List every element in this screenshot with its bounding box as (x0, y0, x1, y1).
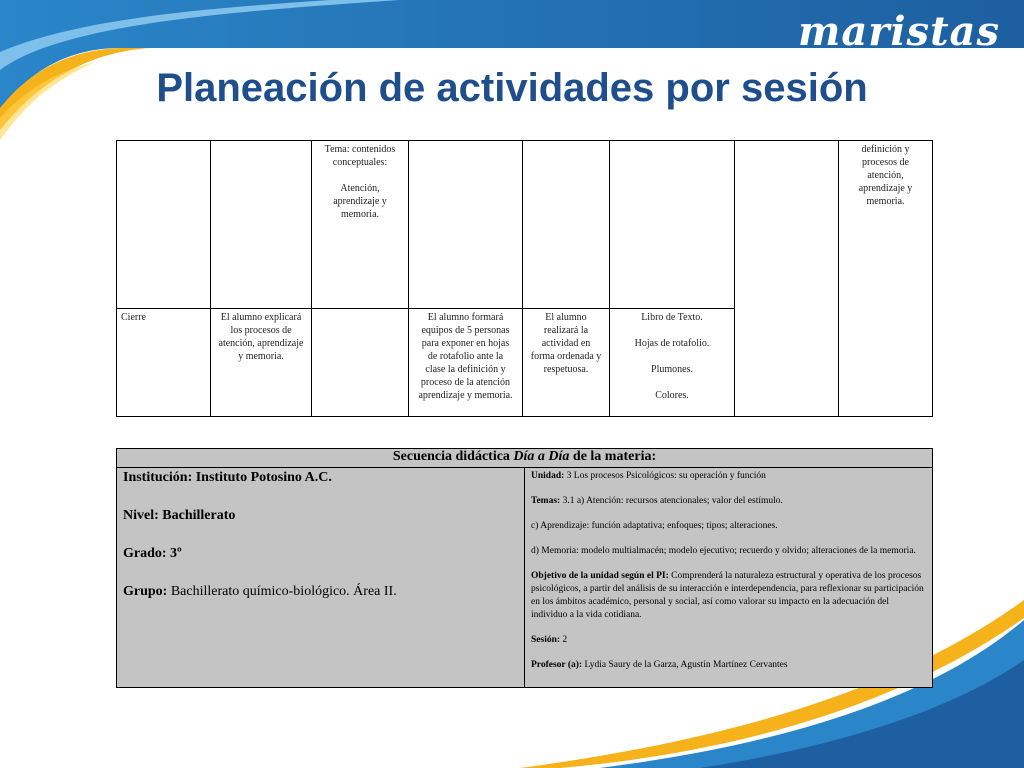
activities-table (116, 140, 933, 417)
unit-info-cell: Unidad: 3 Los procesos Psicológicos: su operación y función Temas: 3.1 a) Atención: recursos atencionales; valor del estímulo. c) Aprendizaje: función adaptativa; enfoques; tipos; alteraciones. d) Memoria: modelo multialmacén; modelo ejecutivo; recuerdo y olvido; alteraciones de la memoria. Objetivo de la unidad según el PI: Comprenderá la naturaleza estructural y operativa de los procesos psicológicos, a partir del análisis de su interacción e interdependencia, para reflexionar su participación en los ámbitos académico, personal y social, así como valorar su impacto en la adecuación del individuo a la vida cotidiana. Sesión: 2 Profesor (a): Lydia Saury de la Garza, Agustín Martínez Cervantes (525, 468, 933, 688)
grupo-value: Bachillerato químico-biológico. Área II. (167, 584, 397, 599)
objetivo-value: Comprenderá la naturaleza estructural y operativa de los procesos psicológicos, a partir del análisis de su interacción e interdependencia, para reflexionar su participación en los ámbitos académico, personal y social, así como valorar su impacto en la adecuación del individuo a la vida cotidiana. (531, 571, 924, 620)
table-cell (523, 141, 610, 309)
sequence-header: Secuencia didáctica Día a Día de la materia: (117, 449, 933, 468)
profesor-value: Lydia Saury de la Garza, Agustín Martínez Cervantes (582, 660, 788, 670)
table-cell: El alumno explicará los procesos de atención, aprendizaje y memoria. (211, 309, 312, 417)
table-cell: El alumno formará equipos de 5 personas para exponer en hojas de rotafolio ante la clase la definición y proceso de la atención aprendizaje y memoria. (409, 309, 523, 417)
sesion-value: 2 (560, 635, 568, 645)
table-cell (312, 309, 409, 417)
tema-d: d) Memoria: modelo multialmacén; modelo ejecutivo; recuerdo y olvido; alteraciones de la memoria. (531, 546, 916, 556)
table-cell (735, 141, 839, 417)
table-cell (409, 141, 523, 309)
table-cell: Tema: contenidos conceptuales: Atención, aprendizaje y memoria. (312, 141, 409, 309)
table-cell (610, 141, 735, 309)
grado-label: Grado: 3º (123, 546, 182, 561)
sequence-table (116, 448, 933, 688)
table-cell: El alumno realizará la actividad en forma ordenada y respetuosa. (523, 309, 610, 417)
table-cell: Libro de Texto. Hojas de rotafolio. Plumones. Colores. (610, 309, 735, 417)
grupo-label: Grupo: (123, 584, 168, 599)
institucion-label: Institución: Instituto Potosino A.C. (123, 470, 332, 485)
slide-title: Planeación de actividades por sesión (156, 66, 868, 110)
maristas-logo: maristas (798, 8, 1000, 55)
table-cell (117, 141, 211, 309)
table-cell (211, 141, 312, 309)
nivel-label: Nivel: Bachillerato (123, 508, 236, 523)
activities-row (117, 141, 933, 309)
table-cell: Cierre (117, 309, 211, 417)
temas-value: 3.1 a) Atención: recursos atencionales; valor del estímulo. (560, 496, 783, 506)
tema-c: c) Aprendizaje: función adaptativa; enfoques; tipos; alteraciones. (531, 521, 778, 531)
unidad-value: 3 Los procesos Psicológicos: su operación y función (564, 471, 766, 481)
table-cell: definición y procesos de atención, aprendizaje y memoria. (839, 141, 933, 417)
school-info-cell (117, 468, 525, 688)
